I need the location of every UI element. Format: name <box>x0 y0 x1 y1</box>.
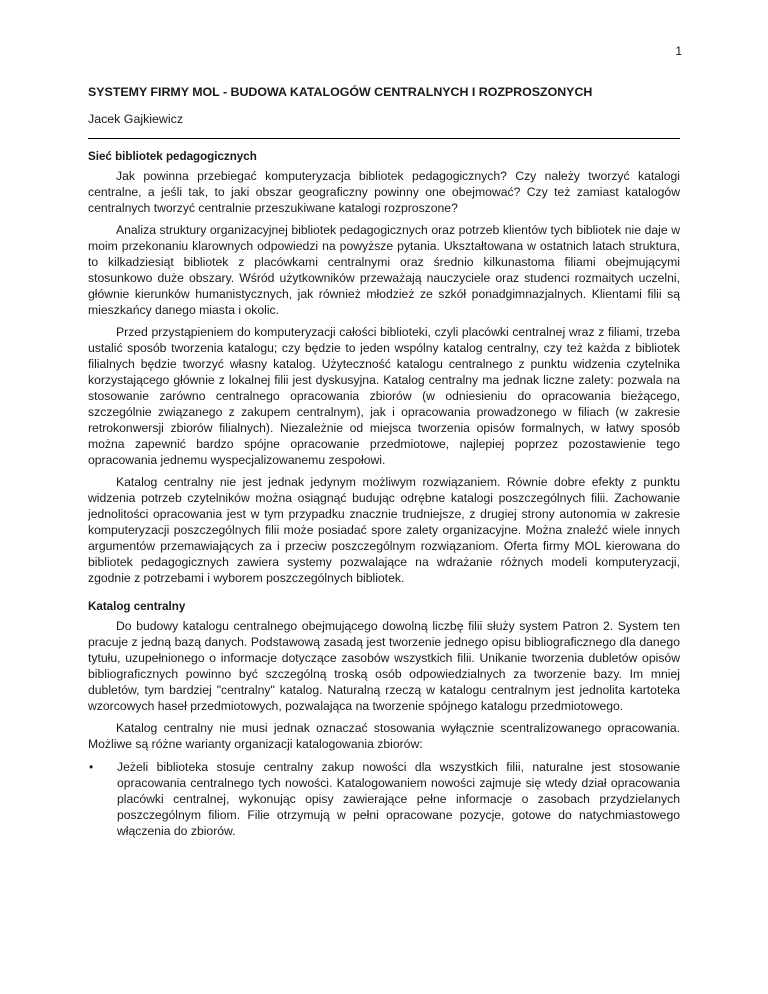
bullet-icon: • <box>89 760 94 774</box>
page-content <box>88 84 680 839</box>
paragraph: Jak powinna przebiegać komputeryzacja bibliotek pedagogicznych? Czy należy tworzyć katalogi centralne, a jeśli tak, to jaki obszar geograficzny powinny one obejmować? Czy też zamiast katalogów centralnych tworzyć centralnie przeszukiwane katalogi rozproszone? <box>88 169 680 215</box>
title-divider <box>88 138 680 139</box>
document-title: SYSTEMY FIRMY MOL - BUDOWA KATALOGÓW CENTRALNYCH I ROZPROSZONYCH <box>88 85 593 99</box>
document-author: Jacek Gajkiewicz <box>88 112 184 126</box>
paragraph: Katalog centralny nie jest jednak jedynym możliwym rozwiązaniem. Równie dobre efekty z punktu widzenia potrzeb czytelników można osiągnąć budując odrębne katalogi poszczególnych filii. Zachowanie jednolitości opracowania jest w tym przypadku znacznie trudniejsze, z drugiej strony autonomia w zakresie komputeryzacji poszczególnych filii może posiadać spore zalety organizacyjne. Można znaleźć wiele innych argumentów przemawiających za i przeciw poszczególnym rozwiązaniom. Oferta firmy MOL kierowana do bibliotek pedagogicznych zawiera systemy pozwalające na wdrażanie różnych modeli komputeryzacji, zgodnie z potrzebami i wyborem poszczególnych bibliotek. <box>88 475 680 585</box>
section-heading-pedagogical-network: Sieć bibliotek pedagogicznych <box>88 150 257 163</box>
bullet-list <box>88 759 680 839</box>
paragraph: Przed przystąpieniem do komputeryzacji całości biblioteki, czyli placówki centralnej wraz z filiami, trzeba ustalić sposób tworzenia katalogu; czy będzie to jeden wspólny katalog centralny, czy też każda z bibliotek filialnych będzie tworzyć własny katalog. Użyteczność katalogu centralnego z punktu widzenia czytelnika korzystającego głównie z lokalnej filii jest dyskusyjna. Katalog centralny ma jednak liczne zalety: pozwala na stosowanie zarówno centralnego opracowania zbiorów (w odniesieniu do opracowania bieżącego, szczególnie związanego z zakupem centralnym), jak i opracowania prowadzonego w filiach (w zakresie retrokonwersji zbiorów filialnych). Niezależnie od miejsca tworzenia opisów formalnych, w łatwy sposób można zapewnić bardzo spójne opracowanie przedmiotowe, najlepiej poprzez pozostawienie tego opracowania jednemu wyspecjalizowanemu zespołowi. <box>88 325 680 467</box>
bullet-text: Jeżeli biblioteka stosuje centralny zakup nowości dla wszystkich filii, naturalne jest stosowanie opracowania centralnego tych nowości. Katalogowaniem nowości zajmuje się wtedy dział opracowania placówki centralnej, wykonując opisy zawierające pełne informacje o zasobach przydzielanych poszczególnym filiom. Filie otrzymują w pełni opracowane pozycje, gotowe do natychmiastowego włączenia do zbiorów. <box>117 760 680 838</box>
page-number: 1 <box>675 44 682 58</box>
bullet-item <box>88 759 680 839</box>
paragraph: Katalog centralny nie musi jednak oznaczać stosowania wyłącznie scentralizowanego opracowania. Możliwe są różne warianty organizacji katalogowania zbiorów: <box>88 721 680 751</box>
paragraph: Do budowy katalogu centralnego obejmującego dowolną liczbę filii służy system Patron 2. System ten pracuje z jedną bazą danych. Podstawową zasadą jest tworzenie jednego opisu bibliograficznego dla danego tytułu, uzupełnionego o informacje dotyczące zasobów wszystkich filii. Unikanie tworzenia dubletów opisów bibliograficznych powinno być szczególną troską osób odpowiedzialnych za tworzenie bazy. Im mniej dubletów, tym bardziej "centralny" katalog. Naturalną rzeczą w katalogu centralnym jest jednolita kartoteka wzorcowych haseł przedmiotowych, pozwalająca na tworzenie spójnego katalogu przedmiotowego. <box>88 619 680 713</box>
paragraph: Analiza struktury organizacyjnej bibliotek pedagogicznych oraz potrzeb klientów tych bibliotek nie daje w moim przekonaniu klarownych odpowiedzi na powyższe pytania. Ukształtowana w ostatnich latach struktura, to kilkadziesiąt bibliotek z placówkami centralnymi oraz średnio kilkunastoma filiami obejmującymi stosunkowo duże obszary. Wśród użytkowników przeważają nauczyciele oraz studenci rozmaitych uczelni, głównie kierunków humanistycznych, jak również młodzież ze szkół ponadgimnazjalnych. Klientami filii są mieszkańcy danego miasta i okolic. <box>88 223 680 317</box>
section-heading-central-catalog: Katalog centralny <box>88 600 186 613</box>
